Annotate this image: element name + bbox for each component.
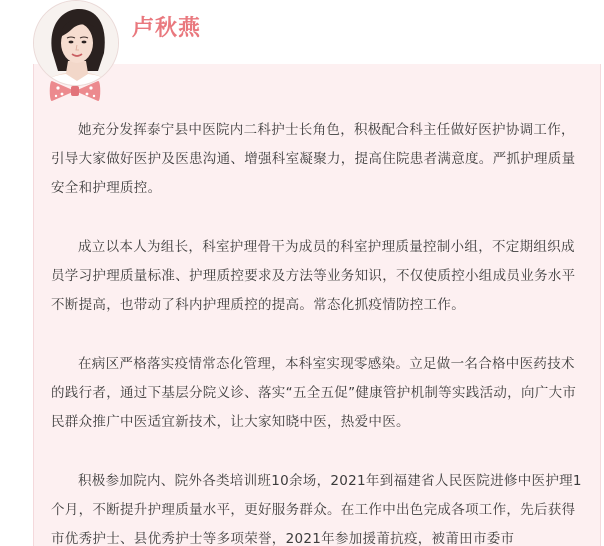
- paragraph-training: 积极参加院内、院外各类培训班10余场，2021年到福建省人民医院进修中医护理1个月，不断提升护理质量水平，更好服务群众。在工作中出色完成各项工作，先后获得市优秀护士、县优秀护士等多项荣誉，2021年参加援莆抗疫，被莆田市委市: [51, 473, 582, 546]
- profile-name: 卢秋燕: [132, 16, 202, 41]
- paragraph-quality-team: 成立以本人为组长，科室护理骨干为成员的科室护理质量控制小组，不定期组织成员学习护理质量标准、护理质控要求及方法等业务知识，不仅使质控小组成员业务水平不断提高，也带动了科内护理质控的提高。常态化抓疫情防控工作。: [51, 239, 576, 313]
- paragraph-epidemic: 在病区严格落实疫情常态化管理，本科室实现零感染。立足做一名合格中医药技术的践行者，通过下基层分院义诊、落实“五全五促”健康管护机制等实践活动，向广大市民群众推广中医适宜新技术，让大家知晓中医，热爱中医。: [51, 356, 577, 430]
- paragraph-role: 她充分发挥泰宁县中医院内二科护士长角色，积极配合科主任做好医护协调工作，引导大家做好医护及医患沟通、增强科室凝聚力，提高住院患者满意度。严抓护理质量安全和护理质控。: [51, 122, 576, 196]
- avatar-photo: [34, 1, 119, 86]
- profile-body: [51, 116, 582, 546]
- bow-icon: [49, 79, 101, 103]
- profile-avatar: [33, 0, 119, 86]
